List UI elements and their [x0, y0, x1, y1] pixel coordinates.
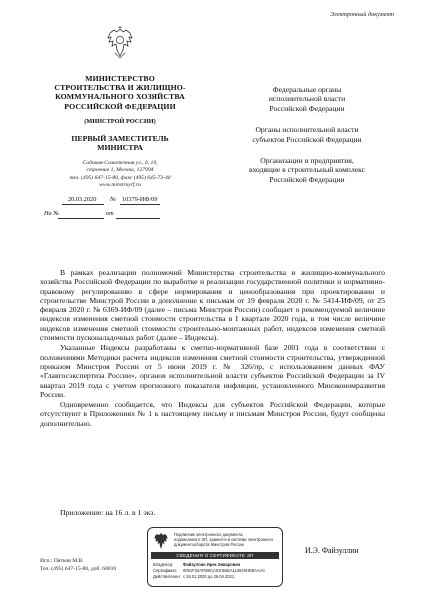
electronic-document-label: Электронный документ [330, 11, 394, 18]
ministry-address: Садовая-Самотечная ул., д. 10, строение 1, Москва, 127994 тел. (495) 647-15-80, факс (495) 645-73-40 www.minstroyrf.ru [69, 160, 171, 188]
reference-underline [58, 218, 104, 219]
letter-date: 20.03.2020 [68, 196, 97, 204]
executor-phone: Тел. (495) 647-15-80, доб. 60010 [40, 566, 117, 572]
emblem-seal-icon [153, 532, 169, 550]
recipient-federal-bodies: Федеральные органы исполнительной власти Российской Федерации [268, 85, 346, 113]
executor-info [40, 557, 116, 573]
attachment-note: Приложение: на 16 л. в 1 экз. [60, 508, 156, 517]
certificate-owner-row: Владелец: Файзуллин Ирек Энварович [153, 562, 241, 567]
reference-from-label: от [106, 210, 114, 218]
recipient-organizations: Организации и предприятия, входящие в строительный комплекс Российской Федерации [248, 156, 366, 184]
letter-body [40, 268, 385, 429]
reference-label: На № [44, 210, 60, 218]
ministry-name: МИНИСТЕРСТВО СТРОИТЕЛЬСТВА И ЖИЛИЩНО- КОММУНАЛЬНОГО ХОЗЯЙСТВА РОССИЙСКОЙ ФЕДЕРАЦИИ [54, 74, 186, 111]
recipients [232, 85, 382, 196]
certificate-serial-row: Сертификат: 0091F32AFDBCA01094EA113640HD8AAAC [153, 568, 266, 573]
body-paragraph-1: В рамках реализации полномочий Министерства строительства и жилищно-коммунального хозяйства Российской Федерации по выработке и реализации государственной политики и нормативно-правовому регулированию в сфере нормирования и ценообразования при проектировании и строительстве Минстрой России в дополнение к письмам от 19 февраля 2020 г. № 5414-ИФ/09, от 25 февраля 2020 г. № 6369-ИФ/09 (далее – письма Минстроя России) сообщает о рекомендуемой величине индексов изменения сметной стоимости строительства в I квартале 2020 года, в том числе величине индексов изменения сметной стоимости строительно-монтажных работ, индексов изменения сметной стоимости пусконаладочных работ (далее – Индексы). [40, 268, 385, 343]
electronic-signature-stamp [147, 527, 283, 587]
signer-position: ПЕРВЫЙ ЗАМЕСТИТЕЛЬ МИНИСТРА [71, 133, 169, 153]
signer-name: И.Э. Файзуллин [305, 546, 359, 555]
ministry-abbreviation: (МИНСТРОЙ РОССИИ) [84, 117, 156, 125]
stamp-notice: Подлинник электронного документа, подписанного ЭП, хранится в системе электронного документооборота Минстроя России [174, 532, 274, 547]
coat-of-arms-icon [105, 26, 135, 60]
certificate-details [153, 562, 281, 580]
certificate-banner: СВЕДЕНИЯ О СЕРТИФИКАТЕ ЭП [151, 552, 279, 559]
recipient-regional-bodies: Органы исполнительной власти субъектов Российской Федерации [252, 125, 362, 144]
letterhead [40, 26, 200, 221]
letter-number: 10379-ИФ/09 [122, 196, 158, 204]
reference-line [40, 210, 200, 221]
registration-line [40, 196, 200, 207]
body-paragraph-3: Одновременно сообщается, что Индексы для субъектов Российской Федерации, которые отсутствуют в Приложениях № 1 к настоящему письму и письмам Минстроя России, будут сообщены дополнительно. [40, 400, 385, 428]
reference-date-underline [116, 218, 160, 219]
number-label: № [110, 196, 116, 204]
number-underline [120, 204, 160, 205]
body-paragraph-2: Указанные Индексы разработаны к сметно-нормативной базе 2001 года в соответствии с положениями Методики расчета индексов изменения сметной стоимости строительства, утвержденной приказом Минстроя России от 5 июня 2019 г. № 326/пр, с использованием данных ФАУ «Главгосэкспертиза России», органов исполнительной власти субъектов Российской Федерации за IV квартал 2019 года с учетом прогнозного показателя инфляции, установленного Минэкономразвития России. [40, 343, 385, 399]
certificate-validity-row: Действителен: с 26.01.2020 до 26.04.2021 [153, 574, 235, 579]
date-underline [62, 204, 104, 205]
executor-name: Исп.: Пятков М.В. [40, 558, 84, 564]
